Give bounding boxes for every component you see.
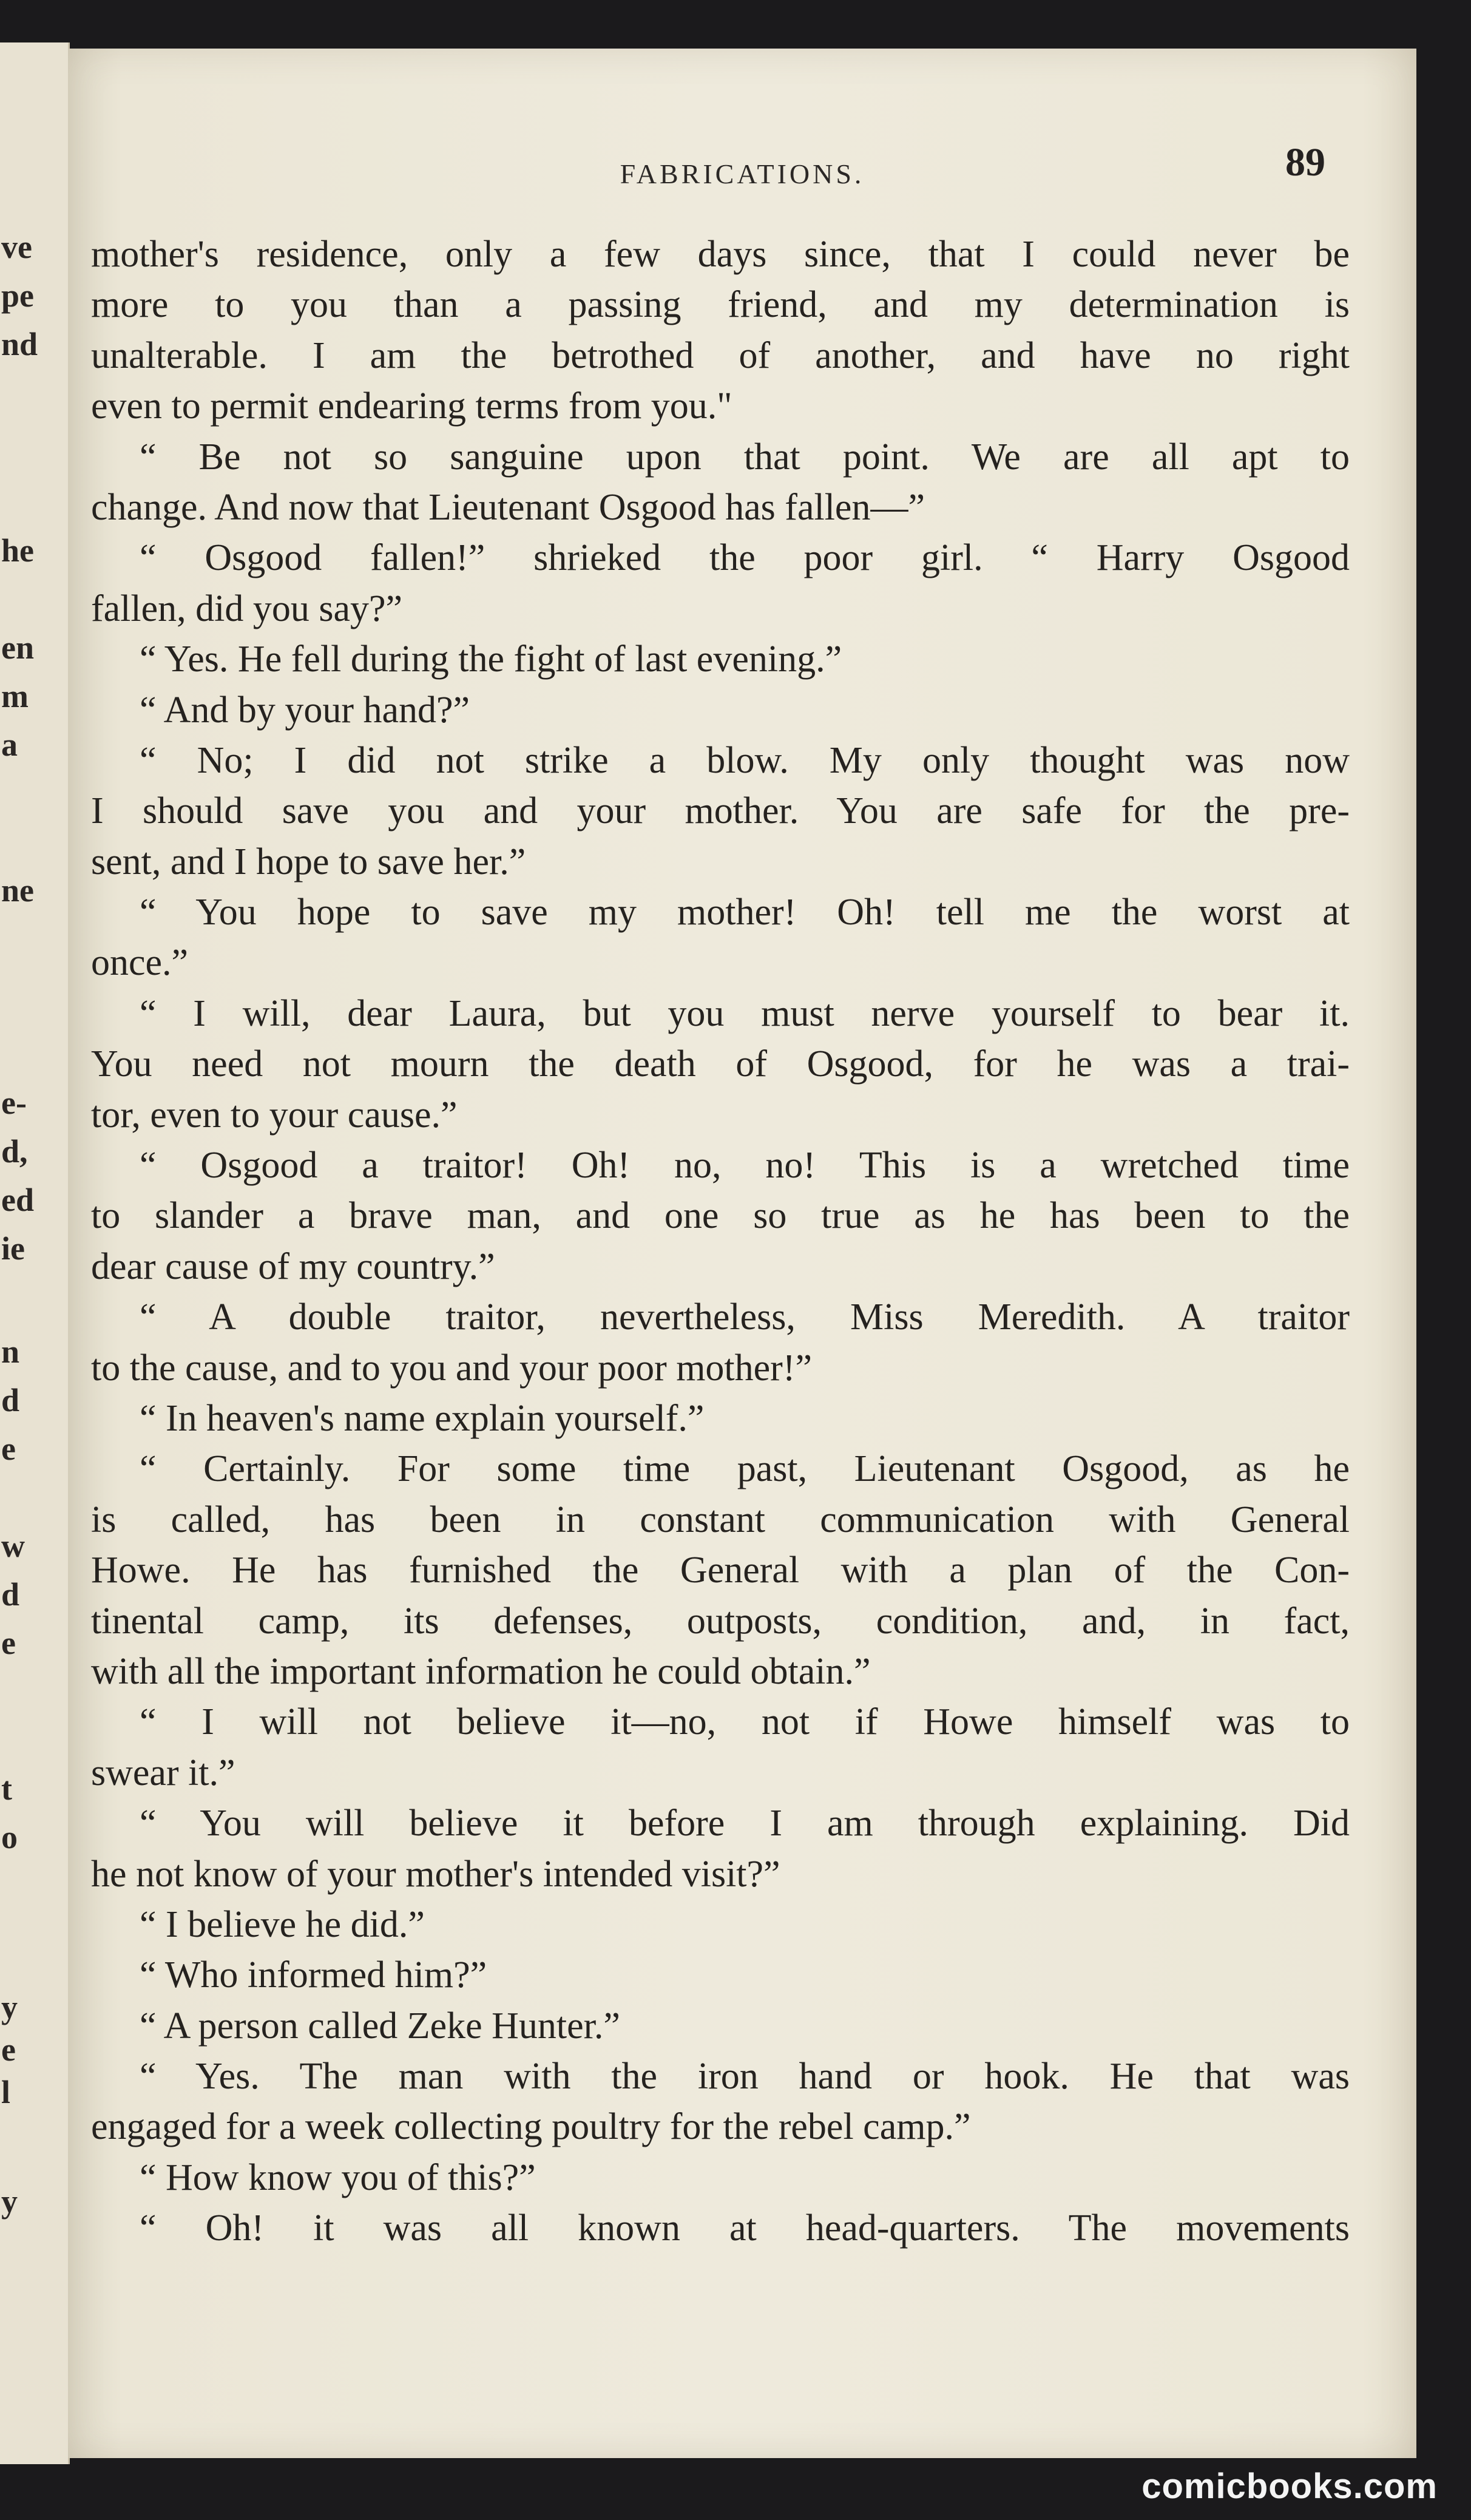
left-page-fragment: e (1, 1625, 16, 1661)
text-line: is called, has been in constant communication with General (91, 1499, 1350, 1540)
left-page-fragment: ie (1, 1230, 25, 1267)
text-line: “ You will believe it before I am through explaining. Did (140, 1803, 1350, 1844)
left-page-fragment: d (1, 1576, 20, 1613)
text-line: “ How know you of this?” (140, 2156, 536, 2198)
left-page-fragment: ed (1, 1182, 34, 1218)
left-page-fragment: t (1, 1770, 12, 1807)
text-line: tinental camp, its defenses, outposts, condition, and, in fact, (91, 1600, 1350, 1642)
text-line: “ Be not so sanguine upon that point. We are all apt to (140, 436, 1350, 478)
text-line: more to you than a passing friend, and my determination is (91, 284, 1350, 326)
left-page-fragment: o (1, 1819, 18, 1855)
left-page-fragment: y (1, 1989, 18, 2025)
text-line: “ A double traitor, nevertheless, Miss Meredith. A traitor (140, 1296, 1350, 1338)
text-line: to slander a brave man, and one so true as he has been to the (91, 1195, 1350, 1237)
watermark: comicbooks.com (1141, 2467, 1438, 2506)
body-text (91, 229, 1350, 2254)
text-line: dear cause of my country.” (91, 1245, 495, 1287)
left-page-fragment: d, (1, 1133, 28, 1170)
text-line: “ I will not believe it—no, not if Howe himself was to (140, 1701, 1350, 1743)
left-page-fragment: ne (1, 872, 34, 909)
text-line: “ Osgood fallen!” shrieked the poor girl. “ Harry Osgood (140, 537, 1350, 579)
text-line: I should save you and your mother. You are safe for the pre- (91, 790, 1350, 832)
left-page-fragment: w (1, 1528, 25, 1564)
left-page-fragment: n (1, 1333, 20, 1370)
text-line: “ Oh! it was all known at head-quarters. The movements (140, 2207, 1350, 2249)
text-line: “ I believe he did.” (140, 1903, 425, 1945)
left-page-fragment: en (1, 629, 34, 666)
text-line: with all the important information he could obtain.” (91, 1650, 871, 1692)
book-page (68, 49, 1416, 2458)
text-line: even to permit endearing terms from you." (91, 385, 732, 427)
text-line: “ In heaven's name explain yourself.” (140, 1397, 705, 1439)
page-number: 89 (1285, 140, 1325, 185)
left-page-fragment: m (1, 678, 29, 714)
left-page-fragment: y (1, 2183, 18, 2220)
left-page-fragment: a (1, 727, 18, 763)
left-page-fragment: pe (1, 277, 34, 314)
left-page-fragment: l (1, 2074, 11, 2110)
text-line: “ You hope to save my mother! Oh! tell me the worst at (140, 892, 1350, 933)
text-line: he not know of your mother's intended visit?” (91, 1853, 780, 1895)
text-line: “ I will, dear Laura, but you must nerve yourself to bear it. (140, 992, 1350, 1034)
left-page-fragment: d (1, 1382, 20, 1418)
text-line: “ Who informed him?” (140, 1954, 487, 1996)
left-page-fragment: e (1, 2031, 16, 2068)
text-line: mother's residence, only a few days since, that I could never be (91, 234, 1350, 275)
text-line: “ Yes. He fell during the fight of last evening.” (140, 638, 842, 680)
text-line: engaged for a week collecting poultry for the rebel camp.” (91, 2106, 971, 2148)
text-line: “ And by your hand?” (140, 689, 470, 731)
left-page-fragment: ve (1, 229, 32, 265)
text-line: fallen, did you say?” (91, 588, 403, 629)
text-line: unalterable. I am the betrothed of another, and have no right (91, 334, 1350, 376)
text-line: You need not mourn the death of Osgood, for he was a trai- (91, 1043, 1350, 1085)
text-line: to the cause, and to you and your poor mother!” (91, 1347, 812, 1389)
left-page-fragment: e- (1, 1085, 27, 1121)
text-line: change. And now that Lieutenant Osgood has fallen—” (91, 486, 925, 528)
text-line: swear it.” (91, 1752, 235, 1793)
left-page-fragment: e (1, 1431, 16, 1467)
text-line: Howe. He has furnished the General with a plan of the Con- (91, 1550, 1350, 1591)
text-line: “ Certainly. For some time past, Lieutenant Osgood, as he (140, 1448, 1350, 1490)
text-line: “ Osgood a traitor! Oh! no, no! This is a wretched time (140, 1145, 1350, 1187)
text-line: “ No; I did not strike a blow. My only thought was now (140, 739, 1350, 781)
left-page-fragment: nd (1, 326, 38, 362)
text-line: once.” (91, 942, 189, 984)
text-line: “ A person called Zeke Hunter.” (140, 2005, 620, 2047)
running-head: FABRICATIONS. (620, 158, 865, 189)
page-header (68, 140, 1416, 188)
text-line: tor, even to your cause.” (91, 1094, 458, 1136)
text-line: sent, and I hope to save her.” (91, 841, 526, 882)
text-line: “ Yes. The man with the iron hand or hook. He that was (140, 2056, 1350, 2098)
left-page-fragment: he (1, 532, 34, 569)
left-page-edge (0, 42, 70, 2464)
